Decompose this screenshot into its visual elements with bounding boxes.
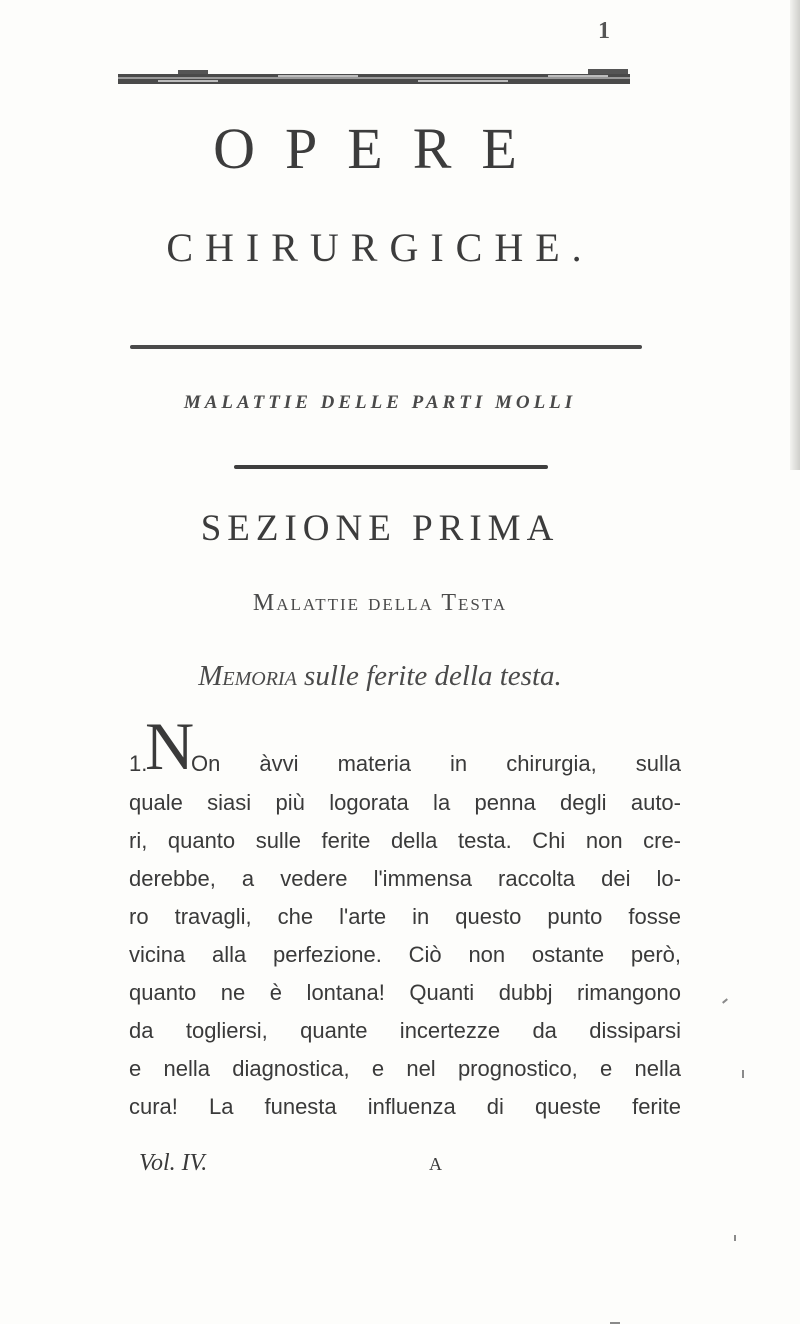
signature-mark: A	[429, 1154, 442, 1174]
memoir-rest: sulle ferite della testa.	[304, 660, 562, 692]
section-subtitle: Malattie della Testa	[252, 590, 508, 616]
text-line: ro travagli, che l'arte in questo punto fosse	[129, 904, 681, 929]
ink-mark	[722, 998, 728, 1003]
running-head: MALATTIE DELLE PARTI MOLLI	[183, 392, 577, 413]
ink-mark	[734, 1235, 736, 1241]
divider-rule	[130, 345, 642, 349]
text-line: ri, quanto sulle ferite della testa. Chi non cre-	[129, 828, 681, 853]
header-ornament-rule	[118, 68, 630, 90]
page-edge	[790, 0, 800, 470]
text-line: quale siasi più logorata la penna degli auto-	[129, 790, 681, 815]
book-title: OPERE	[213, 116, 547, 181]
section-title: SEZIONE PRIMA	[200, 508, 560, 549]
book-subtitle: CHIRURGICHE.	[166, 225, 594, 270]
text-line: cura! La funesta influenza di queste ferite	[129, 1094, 681, 1119]
text-line: da togliersi, quante incertezze da dissiparsi	[129, 1018, 681, 1043]
page-number: 1	[598, 18, 610, 44]
volume-label: Vol. IV.	[139, 1150, 208, 1176]
drop-cap: N	[145, 708, 195, 784]
text-line: quanto ne è lontana! Quanti dubbj rimangono	[129, 980, 681, 1005]
ink-mark	[742, 1070, 744, 1078]
first-line	[129, 708, 681, 784]
first-line-text: On àvvi materia in chirurgia, sulla	[191, 751, 681, 776]
body-paragraph	[129, 708, 681, 1126]
text-line: derebbe, a vedere l'immensa raccolta dei lo-	[129, 866, 681, 891]
paragraph-number: 1.	[129, 751, 148, 776]
divider-rule-short	[234, 465, 548, 469]
text-line: e nella diagnostica, e nel prognostico, e nella	[129, 1056, 681, 1081]
memoir-title	[100, 660, 660, 693]
text-line: vicina alla perfezione. Ciò non ostante però,	[129, 942, 681, 967]
memoir-lead: Memoria	[198, 660, 297, 692]
